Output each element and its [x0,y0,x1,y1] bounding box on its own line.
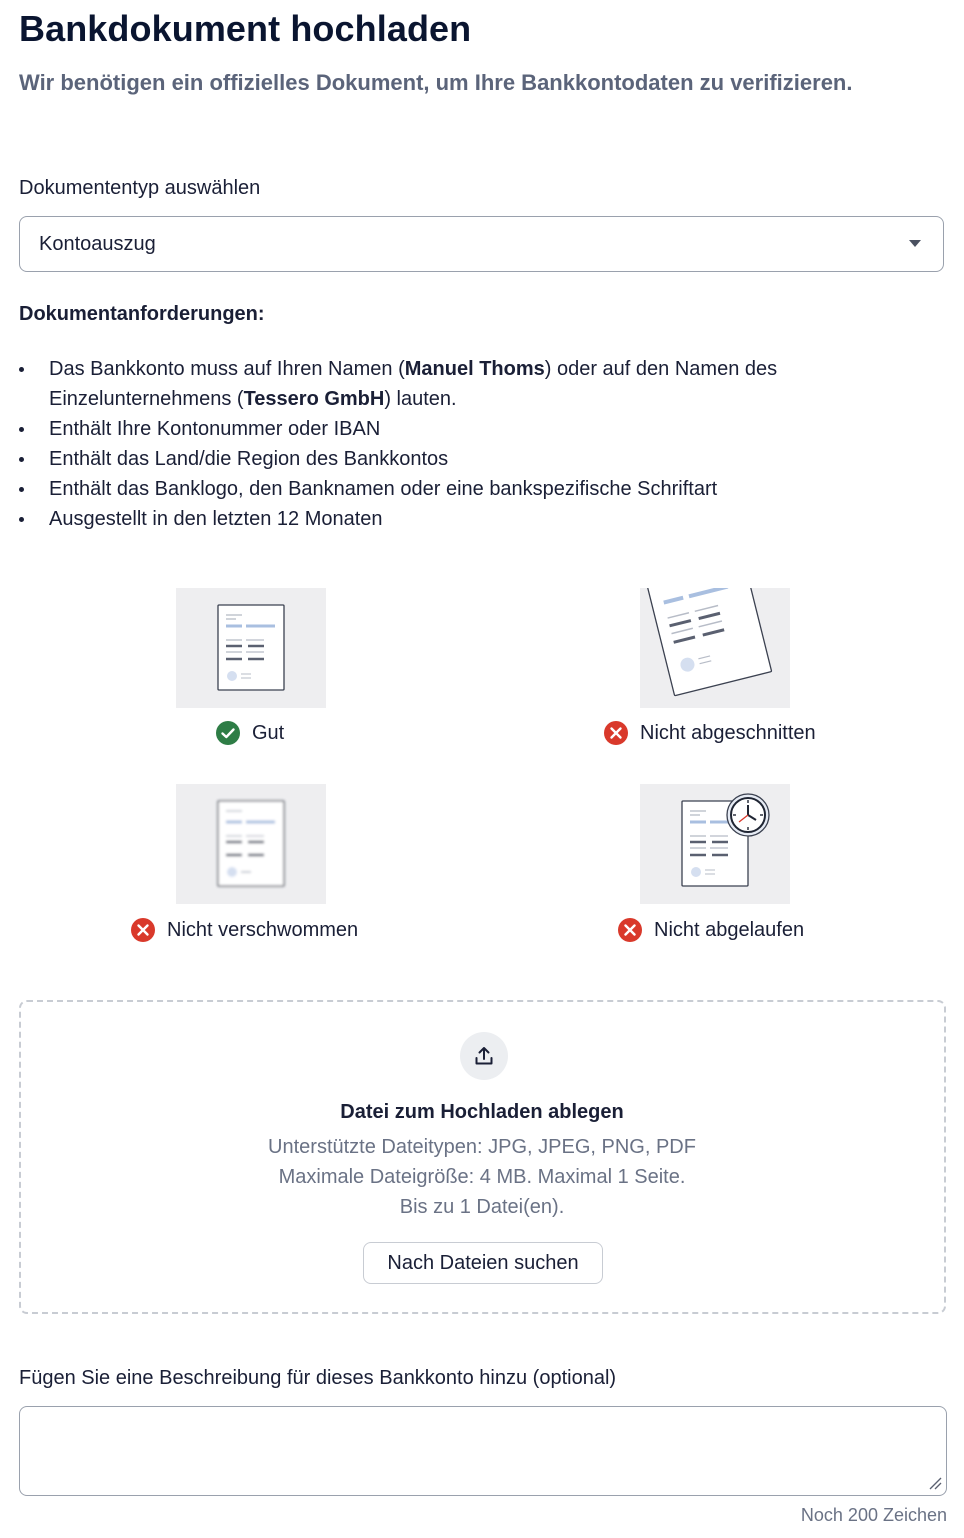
dropzone-file-count: Bis zu 1 Datei(en). [399,1196,565,1218]
requirements-list [19,354,919,534]
chevron-down-icon [909,240,921,247]
account-holder-name: Manuel Thoms [404,358,545,380]
x-circle-icon [131,918,155,942]
example-label: Nicht abgeschnitten [640,721,816,744]
example-cropped-caption [604,721,816,745]
x-circle-icon [618,918,642,942]
document-with-clock-icon [640,784,790,904]
dropzone-size-limit: Maximale Dateigröße: 4 MB. Maximal 1 Seite. [278,1166,686,1188]
example-label: Gut [252,721,285,744]
company-name: Tessero GmbH [243,388,385,410]
doctype-selected-value: Kontoauszug [39,233,156,255]
upload-icon [460,1032,508,1080]
document-icon [640,588,790,708]
example-good-caption [216,721,284,745]
dropzone-file-types: Unterstützte Dateitypen: JPG, JPEG, PNG, PDF [268,1136,696,1158]
example-label: Nicht verschwommen [167,918,359,941]
check-circle-icon [216,721,240,745]
resize-handle-icon[interactable] [928,1476,942,1490]
example-expired-image [640,784,790,904]
x-circle-icon [604,721,628,745]
example-label: Nicht abgelaufen [654,918,805,941]
page-title: Bankdokument hochladen [19,8,472,49]
page-subtitle: Wir benötigen ein offizielles Dokument, um Ihre Bankkontodaten zu verifizieren. [19,70,853,95]
example-cropped-image [640,588,790,708]
doctype-select[interactable] [19,216,944,272]
requirements-heading: Dokumentanforderungen: [19,303,265,325]
list-item: Enthält Ihre Kontonummer oder IBAN [19,414,919,444]
example-blurry-image [176,784,326,904]
browse-files-button[interactable]: Nach Dateien suchen [363,1242,603,1284]
list-item [19,354,919,414]
doctype-label: Dokumententyp auswählen [19,177,261,199]
example-blurry-caption [131,918,358,942]
example-expired-caption [618,918,804,942]
list-item: Enthält das Banklogo, den Banknamen oder eine bankspezifische Schriftart [19,474,919,504]
requirement-text: ) lauten. [384,388,457,410]
list-item: Enthält das Land/die Region des Bankkontos [19,444,919,474]
document-icon [176,784,326,904]
requirement-text: Das Bankkonto muss auf Ihren Namen ( [49,358,405,380]
example-good-image [176,588,326,708]
list-item: Ausgestellt in den letzten 12 Monaten [19,504,919,534]
dropzone-title: Datei zum Hochladen ablegen [340,1101,624,1123]
description-textarea[interactable] [19,1406,947,1496]
character-counter: Noch 200 Zeichen [800,1505,947,1525]
description-label: Fügen Sie eine Beschreibung für dieses Bankkonto hinzu (optional) [19,1367,617,1389]
requirement-text: ) oder auf den Namen des Einzelunternehmens ( [49,358,778,410]
document-icon [176,588,326,708]
